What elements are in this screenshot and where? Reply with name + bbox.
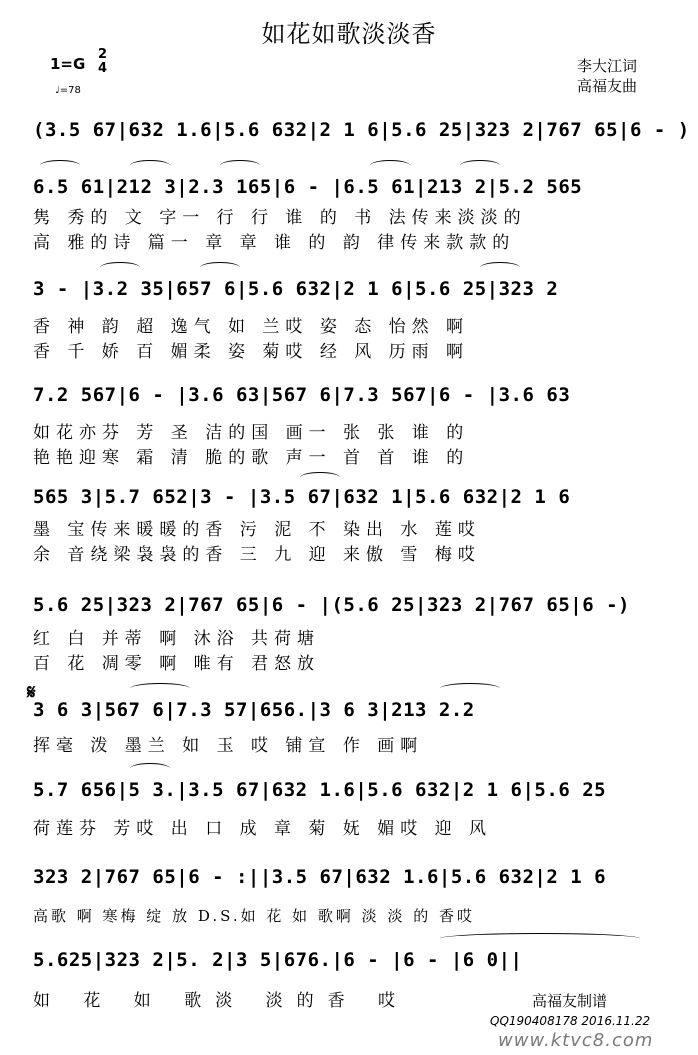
slur-mark [220,160,260,171]
notation-line: 5.7 656|5 3.|3.5 67|632 1.6|5.6 632|2 1 6|5.6 25 [33,779,607,801]
time-signature [98,48,107,76]
slur-mark [440,933,640,944]
lyric-line: 隽 秀的 文 字一 行 行 谁 的 书 法传来淡淡的 [33,208,527,228]
lyric-line: 高 雅的诗 篇一 章 章 谁 的 韵 律传来款款的 [33,233,516,253]
lyric-line: 艳艳迎寒 霜 清 脆的歌 声一 首 首 谁 的 [33,448,470,468]
lyric-line: 挥毫 泼 墨兰 如 玉 哎 铺宣 作 画啊 [33,736,424,756]
slur-mark [100,262,140,273]
key-signature: 1=G [50,55,86,73]
slur-mark [130,763,170,774]
lyric-line: 红 白 并蒂 啊 沐浴 共荷塘 [33,629,321,649]
slur-mark [440,683,500,694]
lyric-line: 香 千 娇 百 媚柔 姿 菊哎 经 风 历雨 啊 [33,342,470,362]
lyric-line: 高歌 啊 寒梅 绽 放 D.S.如 花 如 歌啊 淡 淡 的 香哎 [33,907,475,925]
slur-mark [40,160,80,171]
lyric-line: 百 花 凋零 啊 唯有 君怒放 [33,654,321,674]
lyric-line: 如花亦芬 芳 圣 洁的国 画一 张 张 谁 的 [33,423,470,443]
slur-mark [130,160,170,171]
lyricist-credit: 李大江词 [577,57,638,75]
song-title: 如花如歌淡淡香 [261,20,437,48]
notation-line: (3.5 67|632 1.6|5.6 632|2 1 6|5.6 25|323 2|767 65|6 - ) [33,119,690,141]
lyric-line: 荷莲芬 芳哎 出 口 成 章 菊 妩 媚哎 迎 风 [33,819,493,839]
slur-mark [300,472,340,483]
tempo-marking: ♩=78 [55,85,81,96]
lyric-line: 墨 宝传来暖暖的香 污 泥 不 染出 水 莲哎 [33,520,481,540]
watermark: www.ktvc8.com [498,1030,654,1051]
notation-line: 7.2 567|6 - |3.6 63|567 6|7.3 567|6 - |3.6 63 [33,384,571,406]
notation-line: 5.6 25|323 2|767 65|6 - |(5.6 25|323 2|767 65|6 -) [33,594,630,616]
notation-line: 3 6 3|567 6|7.3 57|656.|3 6 3|213 2.2 [33,699,475,721]
slur-mark [460,160,500,171]
slur-mark [200,262,240,273]
slur-mark [130,683,190,694]
arranger-credit: 高福友制谱 [532,992,608,1010]
notation-line: 6.5 61|212 3|2.3 165|6 - |6.5 61|213 2|5.2 565 [33,176,583,198]
contact-info: QQ190408178 2016.11.22 [490,1014,651,1028]
lyric-line: 香 神 韵 超 逸气 如 兰哎 姿 态 怡然 啊 [33,317,470,337]
lyric-line: 如 花 如 歌淡 淡的香 哎 [33,991,410,1011]
notation-line: 3 - |3.2 35|657 6|5.6 632|2 1 6|5.6 25|323 2 [33,278,559,300]
notation-line: 323 2|767 65|6 - :||3.5 67|632 1.6|5.6 632|2 1 6 [33,866,607,888]
notation-line: 5.625|323 2|5. 2|3 5|676.|6 - |6 - |6 0|| [33,949,523,971]
meter-top: 2 [98,47,108,62]
lyric-line: 余 音绕梁袅袅的香 三 九 迎 来傲 雪 梅哎 [33,545,481,565]
composer-credit: 高福友曲 [577,77,638,95]
meter-bottom: 4 [98,61,108,76]
slur-mark [480,262,520,273]
segno-sign: 𝄋 [27,680,36,704]
slur-mark [370,160,410,171]
notation-line: 565 3|5.7 652|3 - |3.5 67|632 1|5.6 632|2 1 6 [33,486,571,508]
